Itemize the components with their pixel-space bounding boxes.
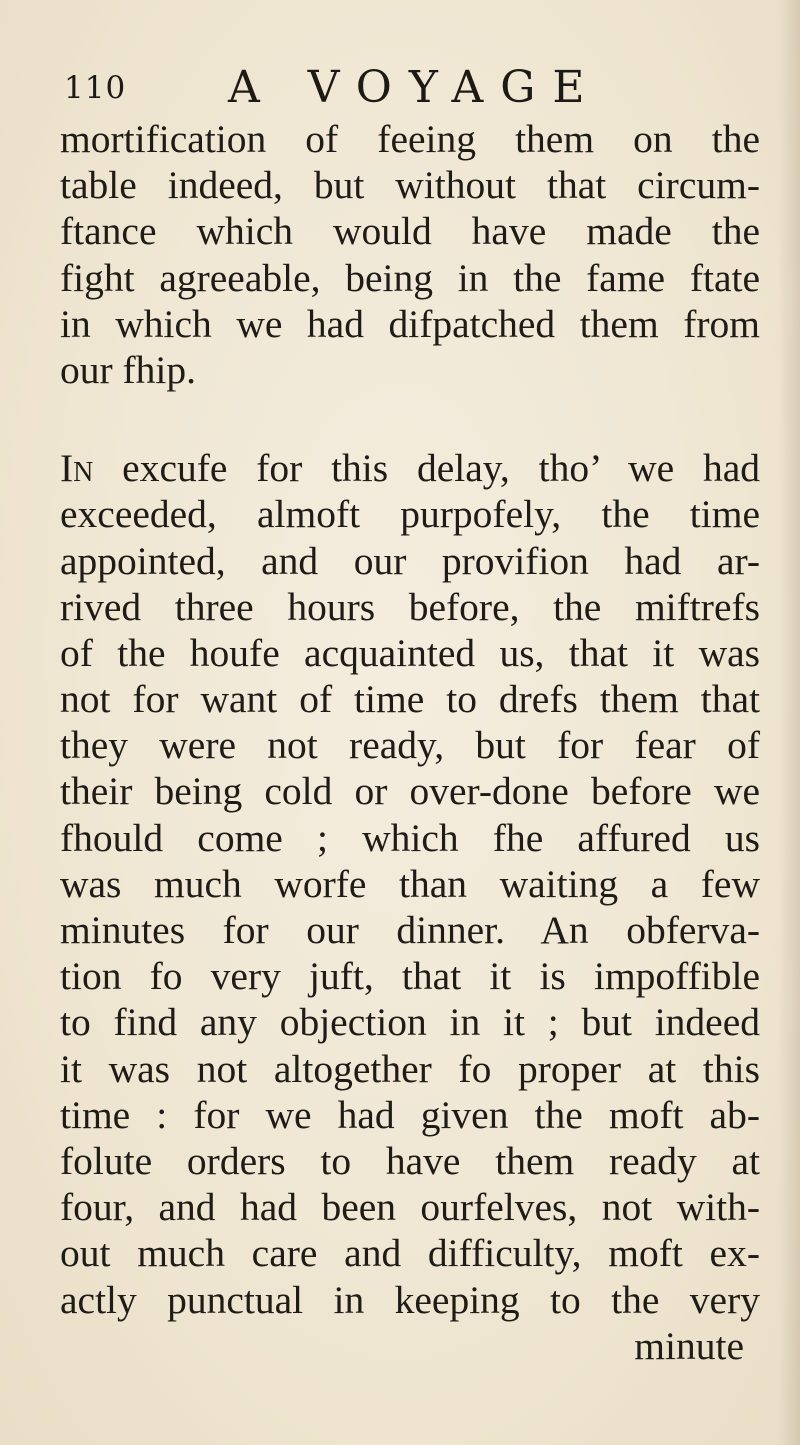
text-line: not for want of time to drefs them that <box>60 677 760 722</box>
text-line: to find any objection in it ; but indeed <box>60 1000 760 1045</box>
text-line: in which we had difpatched them from <box>60 301 760 346</box>
paragraph-2 <box>60 445 760 1323</box>
text-line: folute orders to have them ready at <box>60 1138 760 1183</box>
text-line: out much care and difficulty, moft ex- <box>60 1231 760 1276</box>
text-line: mortification of feeing them on the <box>60 117 760 161</box>
text-line: was much worfe than waiting a few <box>60 861 760 906</box>
text-line: tion fo very juft, that it is impoffible <box>60 954 760 999</box>
body-text <box>60 116 760 1369</box>
first-line-text: excufe for this delay, tho’ we had <box>93 446 760 491</box>
page-edge-shadow <box>778 0 800 1445</box>
catchword: minute <box>634 1323 744 1368</box>
text-line: time : for we had given the moft ab- <box>60 1092 760 1137</box>
text-line-first <box>60 445 760 491</box>
text-line: fhould come ; which fhe affured us <box>60 815 760 860</box>
text-line: table indeed, but without that circum- <box>60 163 760 208</box>
text-line: actly punctual in keeping to the very <box>60 1277 760 1322</box>
text-line: it was not altogether fo proper at this <box>60 1046 760 1091</box>
text-line: our fhip. <box>60 347 197 392</box>
text-line: they were not ready, but for fear of <box>60 723 760 768</box>
text-line: appointed, and our provifion had ar- <box>60 538 760 583</box>
text-line: ftance which would have made the <box>60 209 760 254</box>
paragraph-gap <box>60 393 760 445</box>
drop-word: In <box>60 446 94 491</box>
page-header <box>64 62 764 112</box>
page-number: 110 <box>64 70 127 106</box>
running-head: A VOYAGE <box>228 62 602 113</box>
text-line: their being cold or over-done before we <box>60 769 760 814</box>
text-line: minutes for our dinner. An obferva- <box>60 908 760 952</box>
text-line: fight agreeable, being in the fame ftate <box>60 255 760 300</box>
text-line: exceeded, almoft purpofely, the time <box>60 492 760 537</box>
text-line: rived three hours before, the miftrefs <box>60 584 760 629</box>
text-line: four, and had been ourfelves, not with- <box>60 1185 760 1230</box>
text-line: of the houfe acquainted us, that it was <box>60 630 760 675</box>
paragraph-1 <box>60 116 760 393</box>
